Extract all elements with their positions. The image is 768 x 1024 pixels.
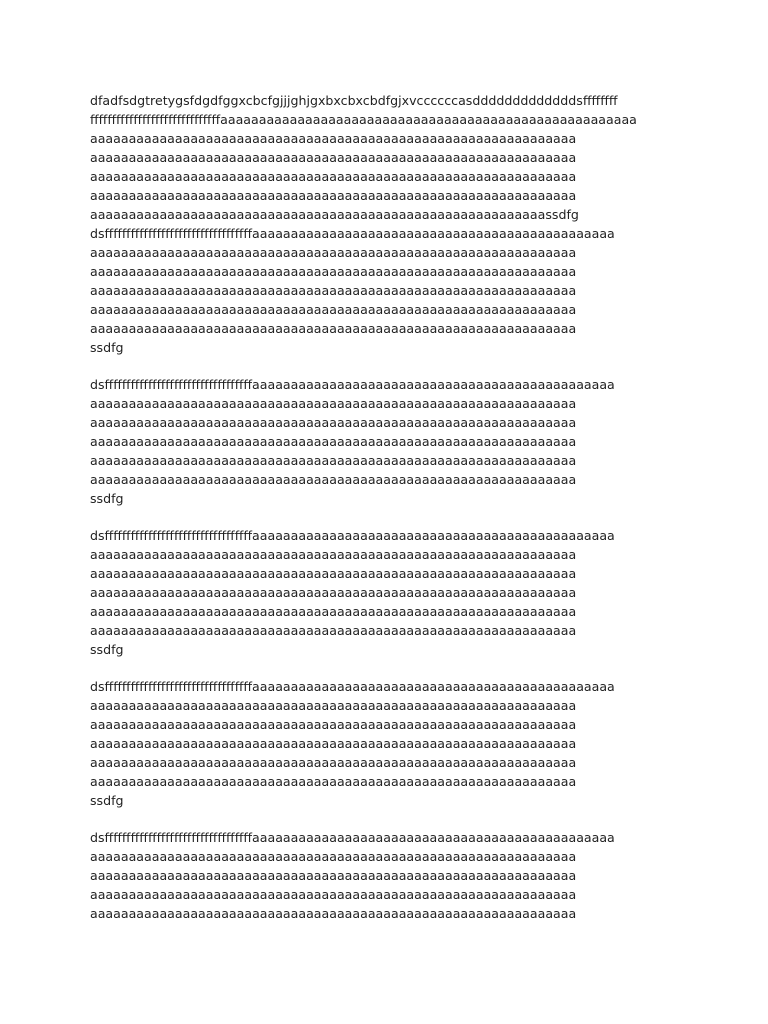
paragraph-3 [90, 526, 690, 659]
text-line: aaaaaaaaaaaaaaaaaaaaaaaaaaaaaaaaaaaaaaaaaaaaaaaaaaaaaaaaaaaaaaa [90, 302, 577, 317]
text-line: dsffffffffffffffffffffffffffffffffffaaaaaaaaaaaaaaaaaaaaaaaaaaaaaaaaaaaaaaaaaaaaaaa [90, 830, 615, 845]
text-line: dsffffffffffffffffffffffffffffffffffaaaaaaaaaaaaaaaaaaaaaaaaaaaaaaaaaaaaaaaaaaaaaaa [90, 528, 615, 543]
text-line: aaaaaaaaaaaaaaaaaaaaaaaaaaaaaaaaaaaaaaaaaaaaaaaaaaaaaaaaaaaaaaa [90, 566, 577, 581]
text-line: aaaaaaaaaaaaaaaaaaaaaaaaaaaaaaaaaaaaaaaaaaaaaaaaaaaaaaaaaaaaaaa [90, 131, 577, 146]
text-line: aaaaaaaaaaaaaaaaaaaaaaaaaaaaaaaaaaaaaaaaaaaaaaaaaaaaaaaaaaaaaaa [90, 585, 577, 600]
text-line: aaaaaaaaaaaaaaaaaaaaaaaaaaaaaaaaaaaaaaaaaaaaaaaaaaaaaaaaaaaaaaa [90, 868, 577, 883]
text-line: aaaaaaaaaaaaaaaaaaaaaaaaaaaaaaaaaaaaaaaaaaaaaaaaaaaaaaaaaaaaaaa [90, 547, 577, 562]
text-line: ssdfg [90, 793, 124, 808]
text-line: ssdfg [90, 340, 124, 355]
text-line: aaaaaaaaaaaaaaaaaaaaaaaaaaaaaaaaaaaaaaaaaaaaaaaaaaaaaaaaaaaaaaa [90, 623, 577, 638]
text-line: aaaaaaaaaaaaaaaaaaaaaaaaaaaaaaaaaaaaaaaaaaaaaaaaaaaaaaaaaaaaaaa [90, 434, 577, 449]
text-line: ssdfg [90, 491, 124, 506]
text-line: aaaaaaaaaaaaaaaaaaaaaaaaaaaaaaaaaaaaaaaaaaaaaaaaaaaaaaaaaaaaaaa [90, 415, 577, 430]
paragraph-4 [90, 677, 690, 810]
text-line: aaaaaaaaaaaaaaaaaaaaaaaaaaaaaaaaaaaaaaaaaaaaaaaaaaaaaaaaaaaaaaa [90, 849, 577, 864]
text-line: aaaaaaaaaaaaaaaaaaaaaaaaaaaaaaaaaaaaaaaaaaaaaaaaaaaaaaaaaaaaaaa [90, 717, 577, 732]
paragraph-1 [90, 91, 690, 357]
paragraph-2 [90, 375, 690, 508]
text-line: dsffffffffffffffffffffffffffffffffffaaaaaaaaaaaaaaaaaaaaaaaaaaaaaaaaaaaaaaaaaaaaaaa [90, 679, 615, 694]
paragraph-5 [90, 828, 690, 923]
text-line: dsffffffffffffffffffffffffffffffffffaaaaaaaaaaaaaaaaaaaaaaaaaaaaaaaaaaaaaaaaaaaaaaa [90, 226, 615, 241]
text-line: aaaaaaaaaaaaaaaaaaaaaaaaaaaaaaaaaaaaaaaaaaaaaaaaaaaaaaaaaaaaaaa [90, 188, 577, 203]
text-line: aaaaaaaaaaaaaaaaaaaaaaaaaaaaaaaaaaaaaaaaaaaaaaaaaaaaaaaaaaaaaaa [90, 604, 577, 619]
text-line: aaaaaaaaaaaaaaaaaaaaaaaaaaaaaaaaaaaaaaaaaaaaaaaaaaaaaaaaaaaaaaa [90, 887, 577, 902]
text-line: aaaaaaaaaaaaaaaaaaaaaaaaaaaaaaaaaaaaaaaaaaaaaaaaaaaaaaaaaaaaaaa [90, 755, 577, 770]
text-line: aaaaaaaaaaaaaaaaaaaaaaaaaaaaaaaaaaaaaaaaaaaaaaaaaaaaaaaaaaaaaaa [90, 245, 577, 260]
text-line: aaaaaaaaaaaaaaaaaaaaaaaaaaaaaaaaaaaaaaaaaaaaaaaaaaaaaaaaaaaaaaa [90, 698, 577, 713]
text-line: aaaaaaaaaaaaaaaaaaaaaaaaaaaaaaaaaaaaaaaaaaaaaaaaaaaaaaaaaaaaaaa [90, 774, 577, 789]
text-line: aaaaaaaaaaaaaaaaaaaaaaaaaaaaaaaaaaaaaaaaaaaaaaaaaaaaaaaaaaaaaaa [90, 150, 577, 165]
text-line: aaaaaaaaaaaaaaaaaaaaaaaaaaaaaaaaaaaaaaaaaaaaaaaaaaaaaaaaaaaaaaa [90, 283, 577, 298]
document-page [90, 91, 690, 941]
text-line: ffffffffffffffffffffffffffffffaaaaaaaaaaaaaaaaaaaaaaaaaaaaaaaaaaaaaaaaaaaaaaaaaaaaaa [90, 112, 637, 127]
text-line: aaaaaaaaaaaaaaaaaaaaaaaaaaaaaaaaaaaaaaaaaaaaaaaaaaaaaaaaaaaaaaa [90, 736, 577, 751]
text-line: aaaaaaaaaaaaaaaaaaaaaaaaaaaaaaaaaaaaaaaaaaaaaaaaaaaaaaaaaaassdfg [90, 207, 579, 222]
text-line: aaaaaaaaaaaaaaaaaaaaaaaaaaaaaaaaaaaaaaaaaaaaaaaaaaaaaaaaaaaaaaa [90, 169, 577, 184]
text-line: dsffffffffffffffffffffffffffffffffffaaaaaaaaaaaaaaaaaaaaaaaaaaaaaaaaaaaaaaaaaaaaaaa [90, 377, 615, 392]
text-line: aaaaaaaaaaaaaaaaaaaaaaaaaaaaaaaaaaaaaaaaaaaaaaaaaaaaaaaaaaaaaaa [90, 472, 577, 487]
text-line: aaaaaaaaaaaaaaaaaaaaaaaaaaaaaaaaaaaaaaaaaaaaaaaaaaaaaaaaaaaaaaa [90, 396, 577, 411]
text-line: aaaaaaaaaaaaaaaaaaaaaaaaaaaaaaaaaaaaaaaaaaaaaaaaaaaaaaaaaaaaaaa [90, 906, 577, 921]
text-line: aaaaaaaaaaaaaaaaaaaaaaaaaaaaaaaaaaaaaaaaaaaaaaaaaaaaaaaaaaaaaaa [90, 321, 577, 336]
text-line: dfadfsdgtretygsfdgdfggxcbcfgjjjghjgxbxcbxcbdfgjxvccccccasdddddddddddddsffffffff [90, 93, 618, 108]
text-line: aaaaaaaaaaaaaaaaaaaaaaaaaaaaaaaaaaaaaaaaaaaaaaaaaaaaaaaaaaaaaaa [90, 264, 577, 279]
text-line: ssdfg [90, 642, 124, 657]
text-line: aaaaaaaaaaaaaaaaaaaaaaaaaaaaaaaaaaaaaaaaaaaaaaaaaaaaaaaaaaaaaaa [90, 453, 577, 468]
